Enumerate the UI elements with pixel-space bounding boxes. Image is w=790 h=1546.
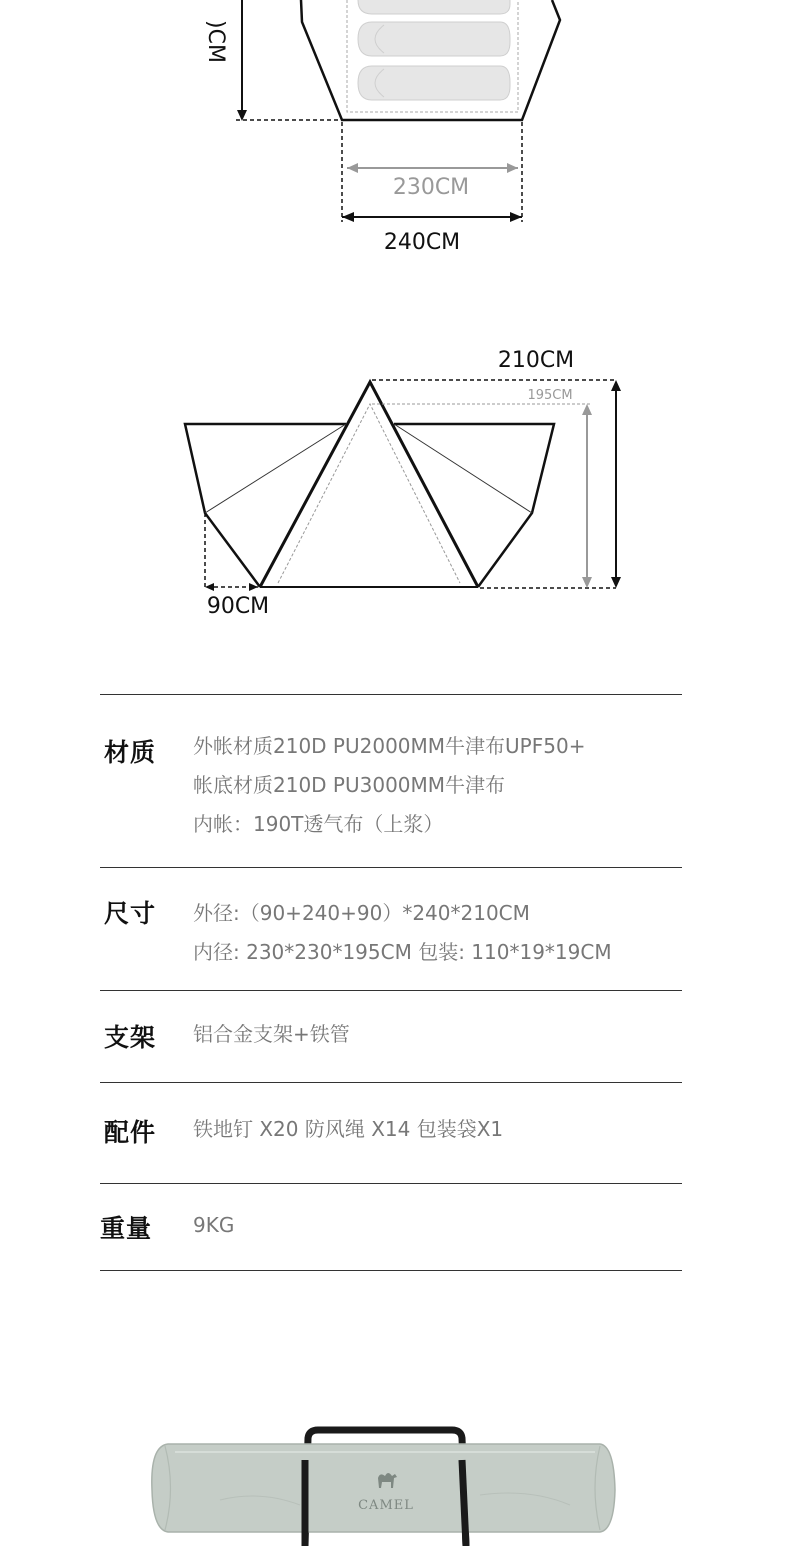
spec-value-line: 外径:（90+240+90）*240*210CM bbox=[193, 901, 530, 925]
spec-label: 重量 bbox=[100, 1214, 153, 1243]
awning-depth-label: 90CM bbox=[206, 594, 270, 619]
spec-row-accessories bbox=[100, 1082, 682, 1183]
spec-value-line: 内帐：190T透气布（上浆） bbox=[193, 812, 444, 836]
top-height-label: )CM bbox=[203, 20, 228, 63]
spec-values bbox=[193, 894, 612, 972]
spec-label: 材质 bbox=[104, 738, 157, 767]
spec-values bbox=[193, 1110, 503, 1149]
spec-value-line: 铝合金支架+铁管 bbox=[193, 1022, 350, 1046]
spec-values bbox=[193, 1015, 350, 1054]
spec-value-line: 帐底材质210D PU3000MM牛津布 bbox=[193, 773, 506, 797]
bag-brand: CAMEL bbox=[358, 1498, 414, 1513]
spec-row-weight bbox=[100, 1183, 682, 1271]
carry-bag-image bbox=[0, 1400, 790, 1546]
spec-row-material bbox=[100, 694, 682, 867]
outer-width-label: 240CM bbox=[383, 230, 461, 255]
inner-width-label: 230CM bbox=[392, 175, 470, 200]
sleeping-pad-icon bbox=[358, 0, 510, 100]
carry-bag bbox=[152, 1430, 615, 1546]
spec-value-line: 9KG bbox=[193, 1213, 235, 1237]
spec-table bbox=[100, 694, 682, 1271]
spec-values bbox=[193, 1206, 234, 1245]
spec-row-frame bbox=[100, 990, 682, 1082]
tent-floor-plan bbox=[203, 0, 560, 255]
spec-value-line: 铁地钉 X20 防风绳 X14 包装袋X1 bbox=[193, 1117, 504, 1141]
spec-value-line: 外帐材质210D PU2000MM牛津布UPF50+ bbox=[193, 734, 586, 758]
tent-dimension-diagram bbox=[0, 0, 790, 660]
spec-label: 支架 bbox=[104, 1023, 157, 1052]
spec-value-line: 内径: 230*230*195CM 包装: 110*19*19CM bbox=[193, 940, 612, 964]
inner-height-label: 195CM bbox=[527, 388, 573, 403]
total-height-label: 210CM bbox=[497, 348, 575, 373]
spec-label: 尺寸 bbox=[104, 899, 157, 928]
spec-row-size bbox=[100, 867, 682, 990]
tent-side-profile bbox=[185, 348, 621, 619]
spec-label: 配件 bbox=[104, 1118, 157, 1147]
spec-values bbox=[193, 727, 585, 844]
